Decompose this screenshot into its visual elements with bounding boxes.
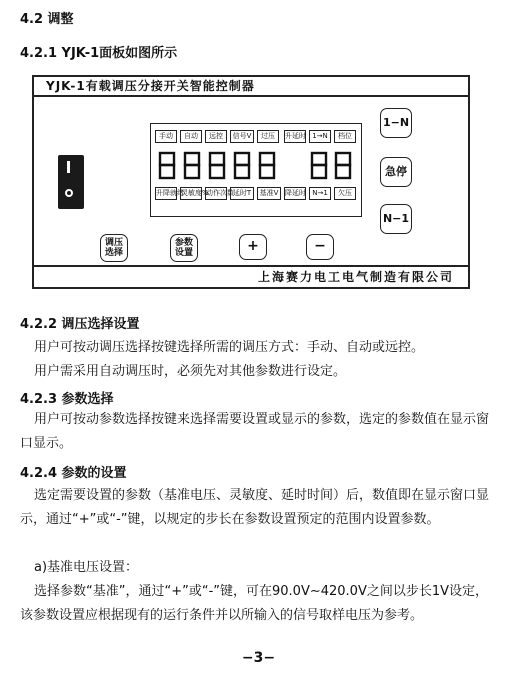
section-heading-4-2-3: 4.2.3 参数选择 (20, 392, 114, 407)
label-ready: 升降就绪 (155, 187, 177, 200)
paragraph: 用户需采用自动调压时，必须先对其他参数进行设定。 (34, 364, 347, 379)
display-window (150, 123, 362, 217)
seven-segment-digit (333, 150, 353, 182)
label-1-to-n: 1→N (309, 130, 331, 143)
section-heading-4-2-1: 4.2.1 YJK-1面板如图所示 (20, 46, 178, 61)
section-heading-4-2-2: 4.2.2 调压选择设置 (20, 317, 140, 332)
seven-segment-digit (182, 150, 202, 182)
label-lower-delay: 降延时 (284, 187, 306, 200)
seven-segment-digit (257, 150, 277, 182)
seven-segment-digit (309, 150, 329, 182)
page-number: −3− (241, 650, 276, 666)
label-tap-position: 档位 (334, 130, 356, 143)
label-action-count: 动作次数 (205, 187, 227, 200)
label-signal-v: 信号V (230, 130, 254, 143)
label-raise-delay: 升延时 (284, 130, 306, 143)
emergency-stop-button[interactable]: 急停 (380, 157, 412, 187)
switch-off-mark (65, 189, 73, 197)
paragraph: a)基准电压设置： (34, 560, 139, 575)
label-sensitivity: 灵敏度% (180, 187, 202, 200)
label-auto: 自动 (180, 130, 202, 143)
label-n-to-1: N→1 (309, 187, 331, 200)
paragraph: 选择参数“基准”，通过“+”或“-”键，可在90.0V∼420.0V之间以步长1V设定，该参数设置应根据现有的运行条件并以所输入的信号取样电压为参考。 (20, 584, 488, 623)
label-remote: 远控 (205, 130, 227, 143)
minus-button[interactable]: − (306, 234, 334, 260)
one-to-n-button[interactable]: 1−N (380, 108, 412, 138)
control-panel-figure (32, 75, 470, 289)
label-manual: 手动 (155, 130, 177, 143)
parameter-set-button[interactable] (170, 234, 198, 262)
seven-segment-digit (232, 150, 252, 182)
regulation-select-label-1: 调压 (104, 238, 123, 248)
seven-segment-digit (157, 150, 177, 182)
paragraph: 用户可按动参数选择按键来选择需要设置或显示的参数，选定的参数值在显示窗口显示。 (20, 412, 490, 451)
label-delay-t: 延时T (230, 187, 254, 200)
company-name: 上海赛力电工电气制造有限公司 (34, 265, 468, 287)
parameter-set-label-1: 参数 (174, 238, 193, 248)
power-switch (58, 155, 84, 209)
n-to-one-button[interactable]: N−1 (380, 204, 412, 234)
paragraph: 选定需要设置的参数（基准电压、灵敏度、延时时间）后，数值即在显示窗口显示，通过“+”或“-”键，以规定的步长在参数设置预定的范围内设置参数。 (20, 488, 490, 527)
label-overvoltage: 过压 (257, 130, 279, 143)
regulation-select-label-2: 选择 (104, 248, 123, 258)
switch-on-mark (67, 161, 70, 173)
section-heading-4-2: 4.2 调整 (20, 12, 74, 27)
plus-button[interactable]: + (239, 234, 267, 260)
section-heading-4-2-4: 4.2.4 参数的设置 (20, 466, 127, 481)
panel-title: YJK-1有载调压分接开关智能控制器 (34, 77, 468, 97)
label-reference-v: 基准V (257, 187, 281, 200)
parameter-set-label-2: 设置 (174, 248, 193, 258)
label-undervoltage: 欠压 (334, 187, 356, 200)
paragraph: 用户可按动调压选择按键选择所需的调压方式：手动、自动或远控。 (34, 340, 425, 355)
seven-segment-digit (207, 150, 227, 182)
regulation-select-button[interactable] (100, 234, 128, 262)
